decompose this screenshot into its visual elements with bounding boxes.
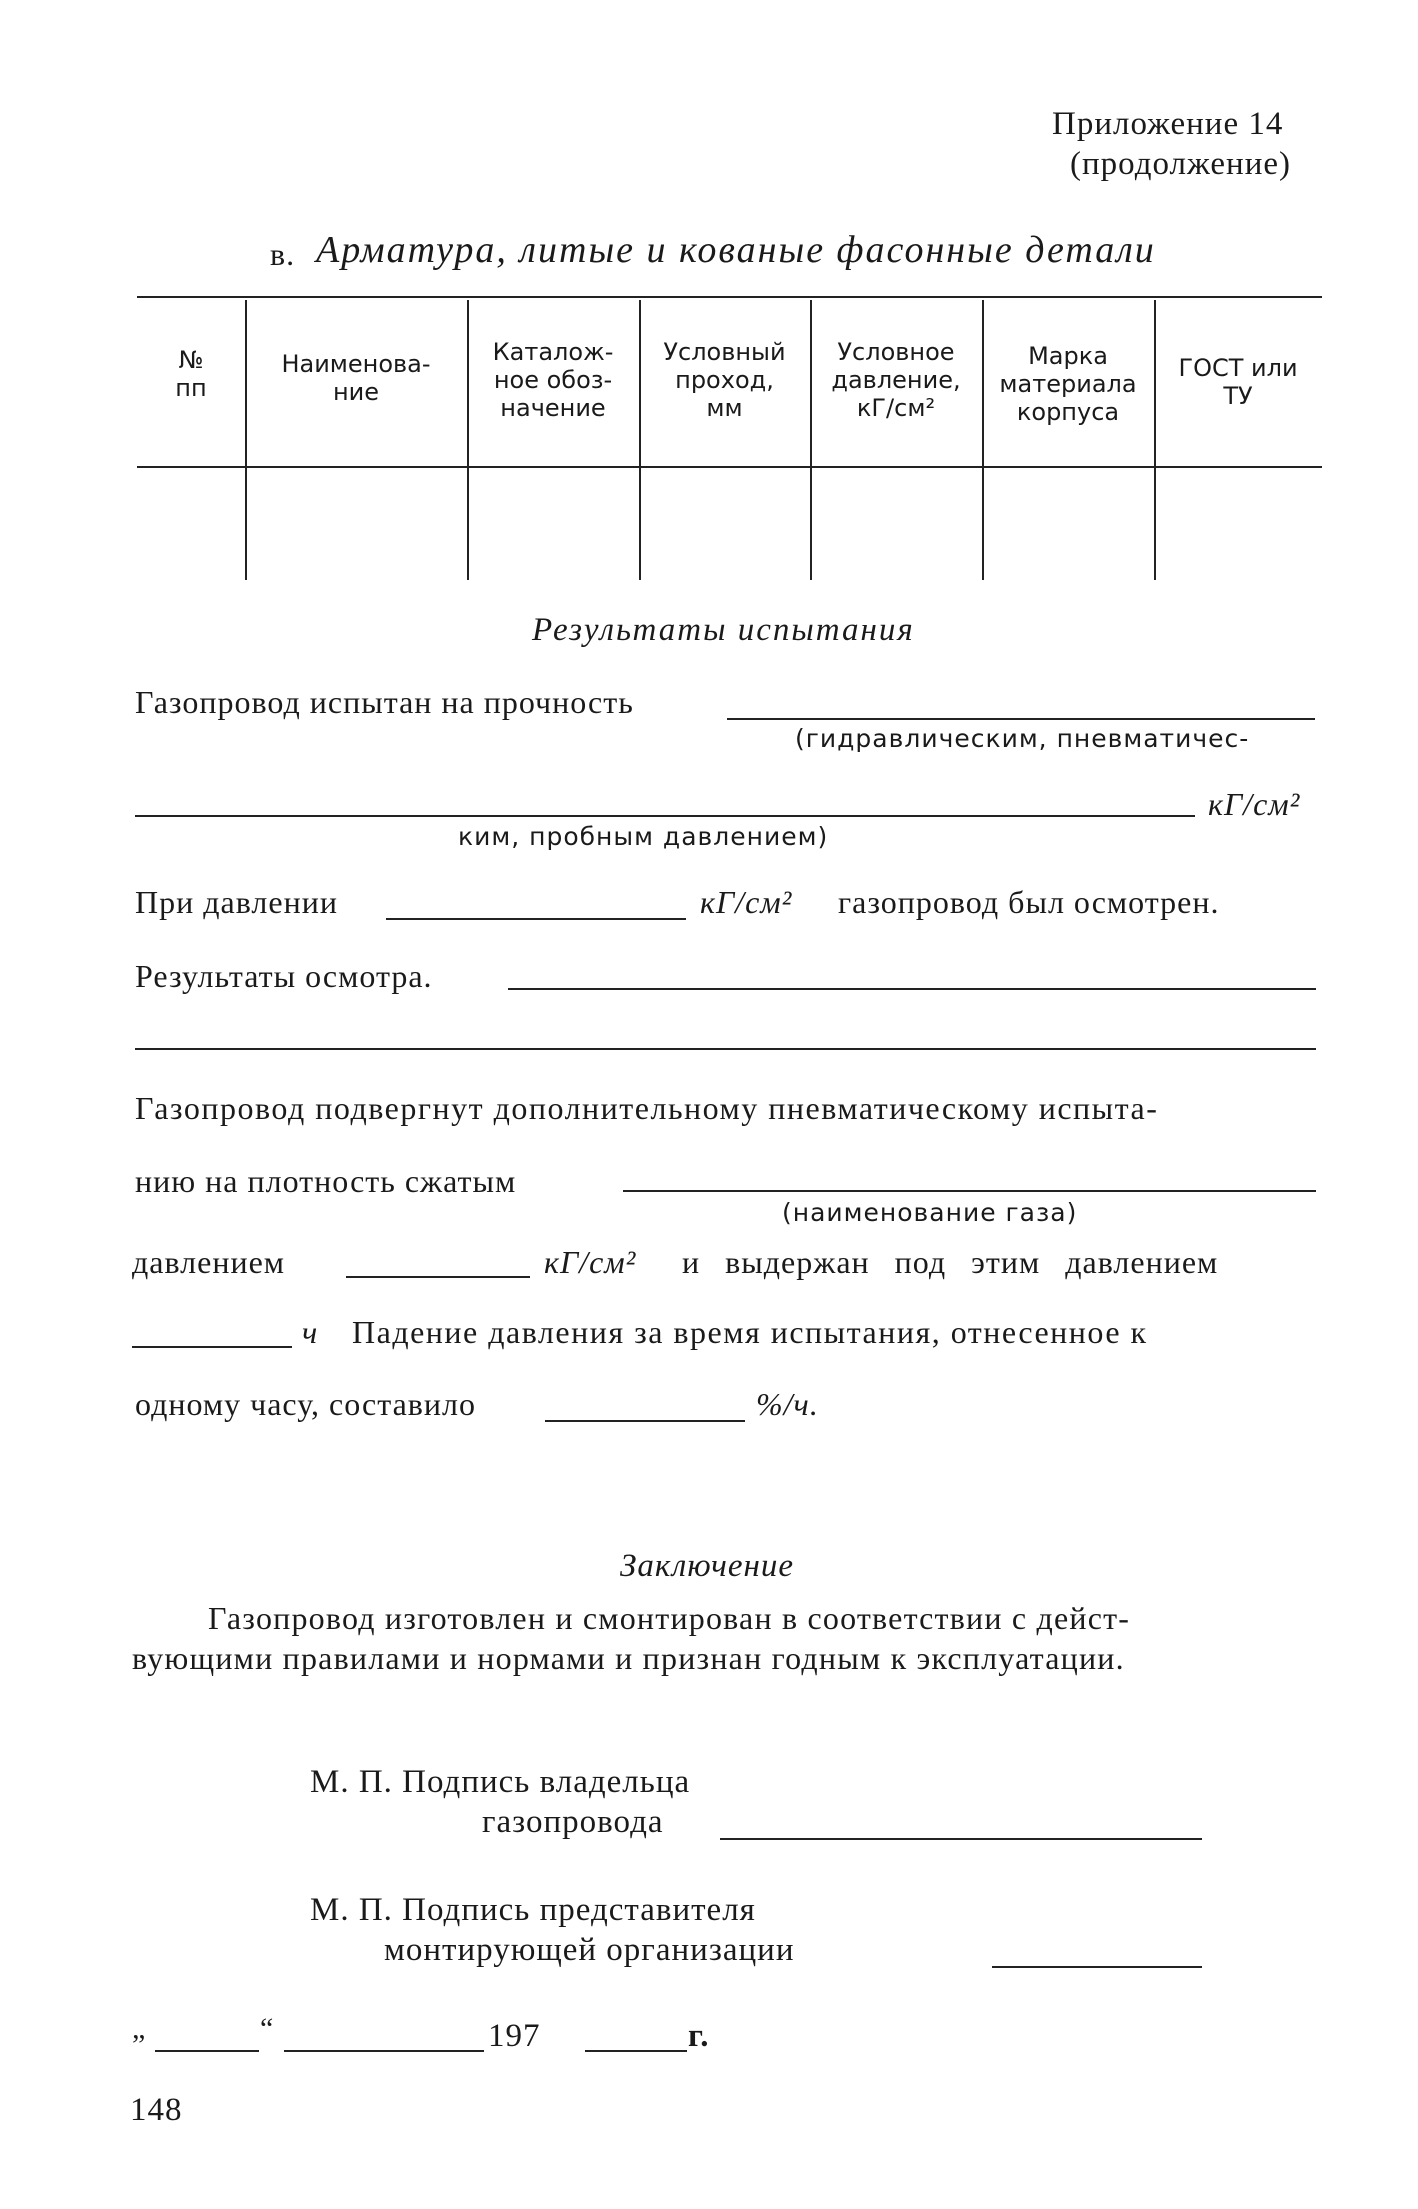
pneumatic-line-1: Газопровод подвергнут дополнительному пневматическому испыта- bbox=[135, 1090, 1159, 1126]
column-header: Условный проход, мм bbox=[663, 338, 786, 422]
column-header: Наименова- ние bbox=[281, 350, 431, 406]
strength-pressure-field[interactable] bbox=[135, 815, 1195, 817]
continuation-label: (продолжение) bbox=[1070, 146, 1291, 182]
strength-hint-2: ким, пробным давлением) bbox=[458, 822, 829, 851]
section-letter: в. bbox=[270, 236, 296, 272]
installer-signature-label-2: монтирующей организации bbox=[384, 1932, 795, 1968]
unit-kg-cm2: кГ/см² bbox=[544, 1244, 637, 1280]
pressure-label: давлением bbox=[132, 1244, 286, 1280]
date-open-quote: „ bbox=[132, 2012, 147, 2045]
per-hour-label: одному часу, составило bbox=[135, 1386, 476, 1422]
owner-signature-field[interactable] bbox=[720, 1838, 1202, 1840]
date-close-quote: “ bbox=[260, 2012, 275, 2045]
installer-signature-label: М. П. Подпись представителя bbox=[310, 1892, 756, 1928]
column-header: Условное давление, кГ/см² bbox=[831, 338, 961, 422]
fittings-table bbox=[137, 296, 1322, 580]
conclusion-line-2: вующими правилами и нормами и признан годным к эксплуатации. bbox=[132, 1640, 1125, 1676]
date-year-suffix: г. bbox=[688, 2018, 710, 2054]
owner-signature-label: М. П. Подпись владельца bbox=[310, 1764, 691, 1800]
pressure-drop-field[interactable] bbox=[545, 1420, 745, 1422]
installer-signature-field[interactable] bbox=[992, 1966, 1202, 1968]
column-header: № пп bbox=[175, 346, 207, 402]
conclusion-title: Заключение bbox=[620, 1548, 795, 1584]
hour-unit: ч bbox=[302, 1314, 319, 1350]
strength-hint-1: (гидравлическим, пневматичес- bbox=[795, 724, 1250, 753]
unit-kg-cm2: кГ/см² bbox=[700, 884, 793, 920]
held-text: и выдержан под этим давлением bbox=[682, 1244, 1219, 1280]
inspection-results-field-2[interactable] bbox=[135, 1048, 1316, 1050]
gas-name-field[interactable] bbox=[623, 1190, 1316, 1192]
column-header: Марка материала корпуса bbox=[999, 342, 1137, 426]
column-header: Каталож- ное обоз- начение bbox=[492, 338, 614, 422]
appendix-label: Приложение 14 bbox=[1052, 106, 1284, 142]
strength-method-field[interactable] bbox=[727, 718, 1315, 720]
drop-text: Падение давления за время испытания, отнесенное к bbox=[352, 1314, 1148, 1350]
date-day-field[interactable] bbox=[155, 2050, 259, 2052]
section-title: Арматура, литые и кованые фасонные детали bbox=[316, 229, 1156, 271]
date-month-field[interactable] bbox=[284, 2050, 484, 2052]
results-title: Результаты испытания bbox=[532, 612, 915, 648]
inspection-prefix: При давлении bbox=[135, 884, 338, 920]
date-year-prefix: 197 bbox=[488, 2018, 541, 2054]
inspection-suffix: газопровод был осмотрен. bbox=[838, 884, 1220, 920]
inspection-results-label: Результаты осмотра. bbox=[135, 958, 433, 994]
unit-kg-cm2: кГ/см² bbox=[1208, 786, 1301, 822]
percent-per-hour: %/ч. bbox=[756, 1386, 819, 1422]
inspection-pressure-field[interactable] bbox=[386, 918, 686, 920]
inspection-results-field[interactable] bbox=[508, 988, 1316, 990]
pneumatic-pressure-field[interactable] bbox=[346, 1276, 530, 1278]
date-year-field[interactable] bbox=[585, 2050, 687, 2052]
page-number: 148 bbox=[130, 2092, 183, 2128]
pneumatic-line-2: нию на плотность сжатым bbox=[135, 1163, 517, 1199]
conclusion-line-1: Газопровод изготовлен и смонтирован в соответствии с дейст- bbox=[208, 1600, 1131, 1636]
owner-signature-label-2: газопровода bbox=[482, 1804, 664, 1840]
hold-time-field[interactable] bbox=[132, 1346, 292, 1348]
gas-hint: (наименование газа) bbox=[782, 1198, 1078, 1227]
column-header: ГОСТ или ТУ bbox=[1178, 354, 1298, 410]
strength-label: Газопровод испытан на прочность bbox=[135, 684, 634, 720]
